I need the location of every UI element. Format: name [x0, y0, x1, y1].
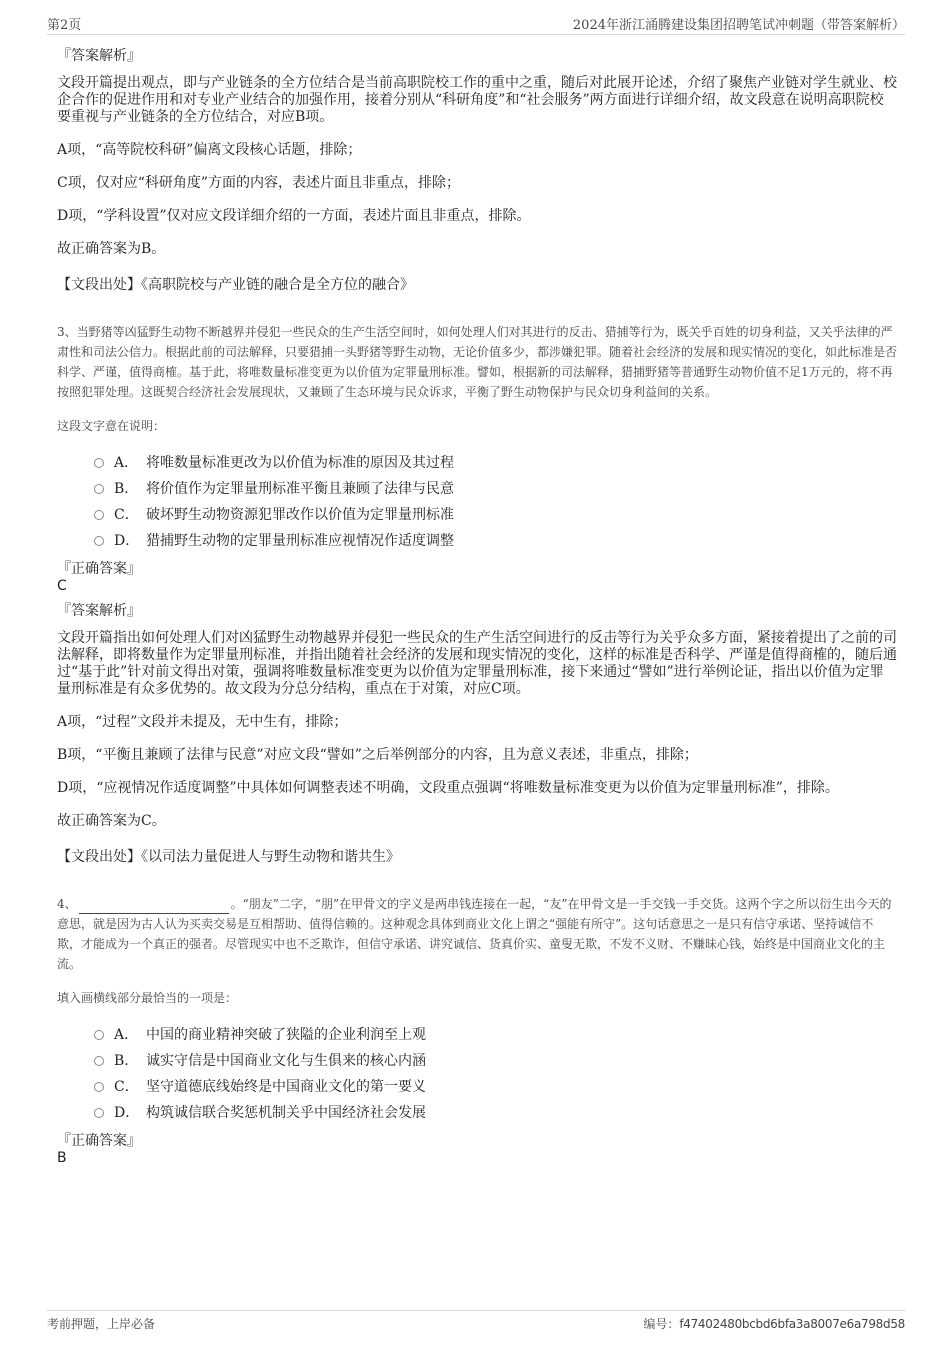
- answer-label: 『正确答案』: [57, 1133, 141, 1149]
- analysis-paragraph: 文段开篇提出观点，即与产业链条的全方位结合是当前高职院校工作的重中之重，随后对此展开论述，介绍了聚焦产业链对学生就业、校企合作的促进作用和对专业产业结合的加强作用，接着分别从“科研角度”和“社会服务”两方面进行详细介绍，故文段意在说明高职院校要重视与产业链条的全方位结合，对应B项。: [57, 75, 897, 125]
- option-a[interactable]: A． 中国的商业精神突破了狭隘的企业利润至上观: [94, 1022, 897, 1048]
- radio-icon[interactable]: [94, 510, 104, 520]
- question-2-analysis: [57, 45, 897, 294]
- option-d[interactable]: D． 构筑诚信联合奖惩机制关乎中国经济社会发展: [94, 1100, 897, 1126]
- analysis-label: 『答案解析』: [57, 603, 141, 619]
- question-stem: [57, 322, 897, 402]
- option-list: [94, 450, 897, 554]
- analysis-paragraph: A项，“过程”文段并未提及，无中生有，排除；: [57, 714, 348, 730]
- option-list: [94, 1022, 897, 1126]
- analysis-label: 『答案解析』: [57, 48, 141, 64]
- option-d[interactable]: D． 猎捕野生动物的定罪量刑标准应视情况作适度调整: [94, 528, 897, 554]
- option-b[interactable]: B． 诚实守信是中国商业文化与生俱来的核心内涵: [94, 1048, 897, 1074]
- analysis-paragraph: 故正确答案为B。: [57, 241, 166, 257]
- option-a[interactable]: A． 将唯数量标准更改为以价值为标准的原因及其过程: [94, 450, 897, 476]
- question-text: 。“朋友”二字，“朋”在甲骨文的字义是两串钱连接在一起，“友”在甲骨文是一手交钱一手交货。这两个字之所以衍生出今天的意思，就是因为古人认为买卖交易是互相帮助、值得信赖的。这种观念具体到商业文化上谓之“强能有所守”。这句话意思之一是只有信守承诺、坚持诚信不欺，才能成为一个真正的强者。尽管现实中也不乏欺诈，但信守承诺、讲究诚信、货真价实、童叟无欺，不发不义财、不赚昧心钱，始终是中国商业文化的主流。: [57, 897, 892, 971]
- document-title: 2024年浙江涌腾建设集团招聘笔试冲刺题（带答案解析）: [572, 18, 905, 33]
- analysis-paragraph: A项，“高等院校科研”偏离文段核心话题，排除；: [57, 142, 362, 158]
- code-value: f47402480bcbd6bfa3a8007e6a798d58: [679, 1317, 905, 1331]
- analysis-paragraph: D项，“学科设置”仅对应文段详细介绍的一方面，表述片面且非重点，排除。: [57, 208, 531, 224]
- fill-blank: [79, 899, 229, 914]
- question-text: 当野猪等凶猛野生动物不断越界并侵犯一些民众的生产生活空间时，如何处理人们对其进行的反击、猎捕等行为，既关乎百姓的切身利益，又关乎法律的严肃性和司法公信力。根据此前的司法解释，只要猎捕一头野猪等野生动物，无论价值多少，都涉嫌犯罪。随着社会经济的发展和现实情况的变化，如此标准是否科学、严谨，值得商榷。基于此，将唯数量标准变更为以价值为定罪量刑标准。譬如，根据新的司法解释，猎捕野猪等普通野生动物价值不足1万元的，将不再按照犯罪处理。这既契合经济社会发展现状，又兼顾了生态环境与民众诉求，平衡了野生动物保护与民众切身利益间的关系。: [57, 325, 898, 399]
- source-citation: 【文段出处】《以司法力量促进人与野生动物和谐共生》: [57, 849, 400, 865]
- question-number: 4、: [57, 897, 77, 911]
- option-b[interactable]: B． 将价值作为定罪量刑标准平衡且兼顾了法律与民意: [94, 476, 897, 502]
- radio-icon[interactable]: [94, 458, 104, 468]
- question-stem: [57, 894, 897, 974]
- document-body: [57, 45, 897, 1172]
- question-prompt: 填入画横线部分最恰当的一项是：: [57, 991, 238, 1005]
- radio-icon[interactable]: [94, 1082, 104, 1092]
- source-citation: 【文段出处】《高职院校与产业链的融合是全方位的融合》: [57, 277, 414, 293]
- answer-value: C: [57, 578, 67, 594]
- page-header: [47, 14, 905, 35]
- radio-icon[interactable]: [94, 1056, 104, 1066]
- answer-label: 『正确答案』: [57, 561, 141, 577]
- option-c[interactable]: C． 破坏野生动物资源犯罪改作以价值为定罪量刑标准: [94, 502, 897, 528]
- analysis-paragraph: 故正确答案为C。: [57, 813, 166, 829]
- document-code: [643, 1315, 905, 1332]
- answer-value: B: [57, 1150, 67, 1166]
- question-3: [57, 322, 897, 866]
- footer-slogan: 考前押题，上岸必备: [47, 1317, 156, 1331]
- radio-icon[interactable]: [94, 1030, 104, 1040]
- page-footer: [47, 1310, 905, 1335]
- analysis-paragraph: B项，“平衡且兼顾了法律与民意”对应文段“譬如”之后举例部分的内容，且为意义表述，非重点，排除；: [57, 747, 698, 763]
- page-number: 第2页: [47, 18, 82, 33]
- analysis-paragraph: D项，“应视情况作适度调整”中具体如何调整表述不明确，文段重点强调“将唯数量标准变更为以价值为定罪量刑标准”，排除。: [57, 780, 839, 796]
- analysis-paragraph: 文段开篇指出如何处理人们对凶猛野生动物越界并侵犯一些民众的生产生活空间进行的反击等行为关乎众多方面，紧接着提出了之前的司法解释，即将数量作为定罪量刑标准，并指出随着社会经济的发展和现实情况的变化，这样的标准是否科学、严谨是值得商榷的，随后通过“基于此”针对前文得出对策，强调将唯数量标准变更为以价值为定罪量刑标准，接下来通过“譬如”进行举例论证，指出以价值为定罪量刑标准是有众多优势的。故文段为分总分结构，重点在于对策，对应C项。: [57, 630, 897, 697]
- analysis-paragraph: C项，仅对应“科研角度”方面的内容，表述片面且非重点，排除；: [57, 175, 461, 191]
- question-number: 3、: [57, 325, 77, 339]
- option-c[interactable]: C． 坚守道德底线始终是中国商业文化的第一要义: [94, 1074, 897, 1100]
- radio-icon[interactable]: [94, 536, 104, 546]
- code-label: 编号：: [643, 1317, 680, 1331]
- question-4: [57, 894, 897, 1166]
- question-prompt: 这段文字意在说明：: [57, 419, 166, 433]
- radio-icon[interactable]: [94, 484, 104, 494]
- radio-icon[interactable]: [94, 1108, 104, 1118]
